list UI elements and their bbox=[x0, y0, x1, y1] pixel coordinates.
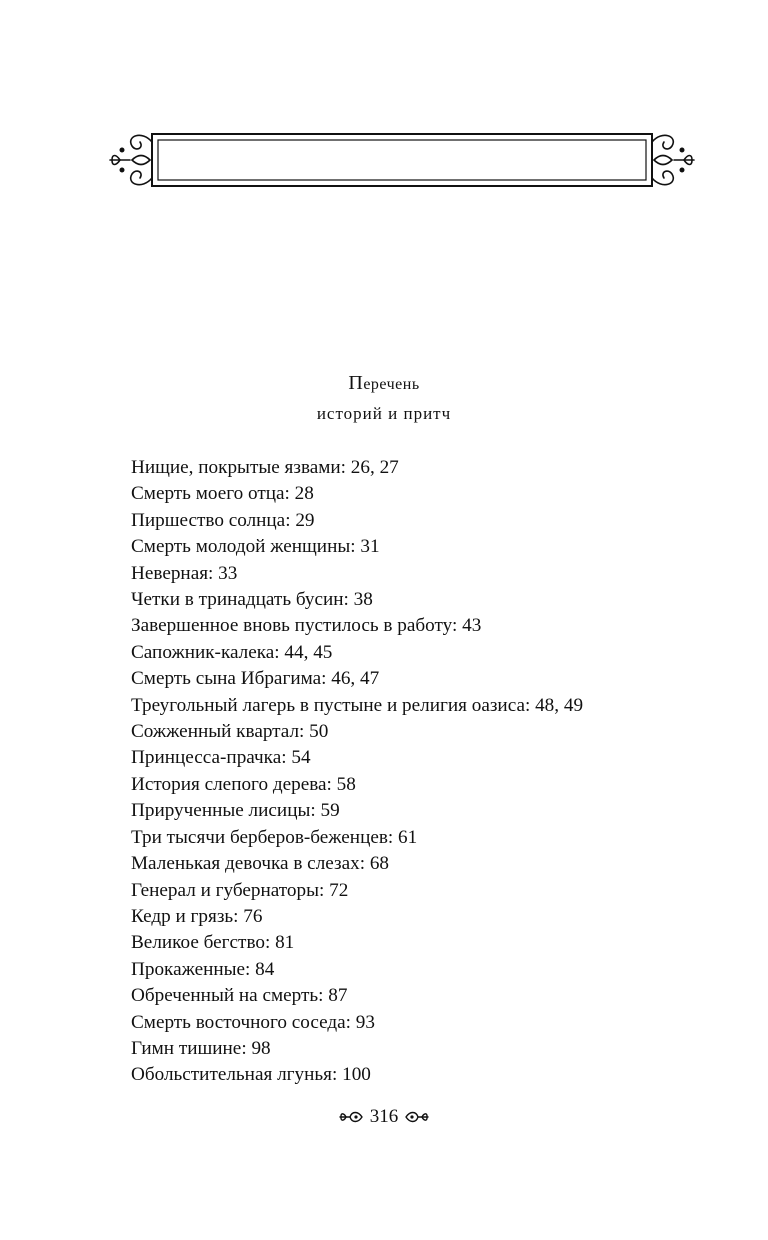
list-item: Три тысячи берберов-беженцев: 61 bbox=[131, 826, 418, 848]
list-item: Обреченный на смерть: 87 bbox=[131, 985, 348, 1007]
title-rest: еречень bbox=[363, 376, 420, 393]
list-item: Смерть моего отца: 28 bbox=[131, 483, 314, 505]
list-item: Маленькая девочка в слезах: 68 bbox=[131, 853, 390, 875]
list-item: Принцесса-прачка: 54 bbox=[131, 747, 311, 769]
list-item: Нищие, покрытые язвами: 26, 27 bbox=[131, 457, 399, 478]
page-title bbox=[0, 372, 768, 395]
list-item: Прирученные лисицы: 59 bbox=[131, 800, 340, 822]
list-item: Великое бегство: 81 bbox=[131, 932, 295, 954]
page-number: 316 bbox=[369, 1106, 399, 1127]
list-item: Кедр и грязь: 76 bbox=[131, 905, 263, 927]
fleuron-left-icon bbox=[338, 1108, 364, 1126]
list-item: Обольстительная лгунья: 100 bbox=[131, 1064, 371, 1086]
list-item: Смерть сына Ибрагима: 46, 47 bbox=[131, 668, 380, 690]
list-item: Прокаженные: 84 bbox=[131, 958, 275, 980]
fleuron-right-icon bbox=[404, 1108, 430, 1126]
list-item: Неверная: 33 bbox=[131, 562, 238, 584]
page-folio bbox=[0, 1106, 768, 1128]
page-subtitle: историй и притч bbox=[316, 404, 452, 423]
list-item: История слепого дерева: 58 bbox=[131, 773, 356, 795]
list-item: Треугольный лагерь в пустыне и религия оазиса: 48, 49 bbox=[131, 694, 584, 716]
list-item: Гимн тишине: 98 bbox=[131, 1037, 271, 1059]
list-item: Завершенное вновь пустилось в работу: 43 bbox=[131, 615, 482, 637]
list-item: Пиршество солнца: 29 bbox=[131, 509, 315, 531]
title-initial: П bbox=[348, 372, 364, 394]
list-item: Сожженный квартал: 50 bbox=[131, 721, 329, 743]
list-item: Смерть молодой женщины: 31 bbox=[131, 536, 380, 558]
list-item: Смерть восточного соседа: 93 bbox=[131, 1011, 375, 1033]
list-item: Генерал и губернаторы: 72 bbox=[131, 879, 349, 901]
story-list bbox=[131, 455, 691, 1089]
list-item: Сапожник-калека: 44, 45 bbox=[131, 641, 333, 663]
list-item: Четки в тринадцать бусин: 38 bbox=[131, 589, 373, 611]
ornamental-frame-icon bbox=[108, 128, 696, 192]
